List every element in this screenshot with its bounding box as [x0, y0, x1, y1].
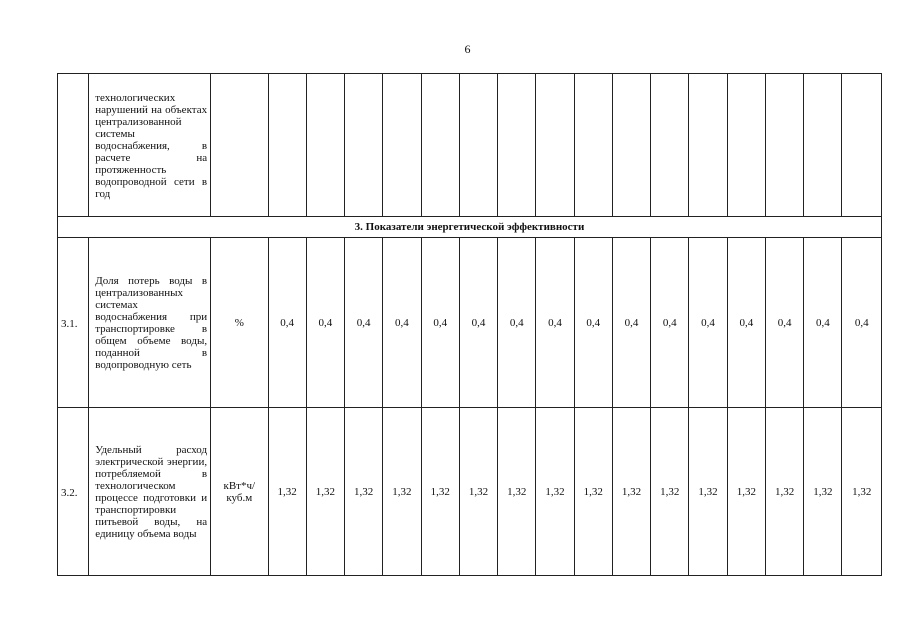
value-cell: 0,4	[345, 238, 383, 408]
continued-row-cell	[306, 74, 344, 217]
value-cell: 0,4	[306, 238, 344, 408]
continued-row-cell	[842, 74, 882, 217]
value-cell: 0,4	[268, 238, 306, 408]
value-cell: 0,4	[689, 238, 727, 408]
continued-row-cell	[383, 74, 421, 217]
value-cell: 0,4	[459, 238, 497, 408]
value-cell: 1,32	[689, 408, 727, 576]
value-cell: 1,32	[306, 408, 344, 576]
continued-row-cell	[804, 74, 842, 217]
value-cell: 0,4	[383, 238, 421, 408]
value-cell: 1,32	[459, 408, 497, 576]
value-cell: 1,32	[536, 408, 574, 576]
section-title: 3. Показатели энергетической эффективности	[58, 217, 882, 238]
value-cell: 1,32	[345, 408, 383, 576]
continued-row-name	[89, 74, 211, 217]
continued-row-cell	[498, 74, 536, 217]
continued-row-cell	[459, 74, 497, 217]
row-unit: кВт*ч/ куб.м	[211, 408, 268, 576]
indicators-table	[57, 73, 882, 576]
value-cell: 1,32	[727, 408, 765, 576]
continued-row-cell	[345, 74, 383, 217]
value-cell: 1,32	[268, 408, 306, 576]
value-cell: 0,4	[804, 238, 842, 408]
continued-row-cell	[574, 74, 612, 217]
value-cell: 0,4	[536, 238, 574, 408]
row-name: Доля потерь воды в централизованных системах водоснабжения при транспортировке в общем объеме воды, поданной в водопроводную сеть	[89, 238, 211, 408]
table-row	[58, 408, 882, 576]
continued-row-cell	[765, 74, 803, 217]
value-cell: 1,32	[574, 408, 612, 576]
value-cell: 1,32	[498, 408, 536, 576]
value-cell: 0,4	[765, 238, 803, 408]
value-cell: 0,4	[651, 238, 689, 408]
page-number: 6	[464, 42, 471, 56]
continued-row-cell	[612, 74, 650, 217]
continued-row-number	[58, 74, 89, 217]
row-number: 3.2.	[58, 408, 89, 576]
value-cell: 0,4	[498, 238, 536, 408]
row-name: Удельный расход электрической энергии, потребляемой в технологическом процессе подготовки и транспортировки питьевой воды, на единицу объема воды	[89, 408, 211, 576]
row-number: 3.1.	[58, 238, 89, 408]
value-cell: 0,4	[574, 238, 612, 408]
value-cell: 0,4	[727, 238, 765, 408]
section-row	[58, 217, 882, 238]
continued-row-cell	[651, 74, 689, 217]
value-cell: 1,32	[421, 408, 459, 576]
continued-row-cell	[536, 74, 574, 217]
continued-row-unit	[211, 74, 268, 217]
value-cell: 1,32	[612, 408, 650, 576]
value-cell: 1,32	[651, 408, 689, 576]
continued-row-cell	[689, 74, 727, 217]
value-cell: 1,32	[804, 408, 842, 576]
table-row	[58, 238, 882, 408]
value-cell: 1,32	[842, 408, 882, 576]
value-cell: 0,4	[421, 238, 459, 408]
continued-row-name-text: технологических нарушений на объектах централизованной системы водоснабжения, в расчете на протяженность водопроводной сети в год	[95, 91, 208, 200]
row-unit: %	[211, 238, 268, 408]
value-cell: 1,32	[765, 408, 803, 576]
continued-row-cell	[421, 74, 459, 217]
value-cell: 1,32	[383, 408, 421, 576]
continued-row-cell	[268, 74, 306, 217]
continued-row-cell	[727, 74, 765, 217]
value-cell: 0,4	[842, 238, 882, 408]
value-cell: 0,4	[612, 238, 650, 408]
continued-row	[58, 74, 882, 217]
